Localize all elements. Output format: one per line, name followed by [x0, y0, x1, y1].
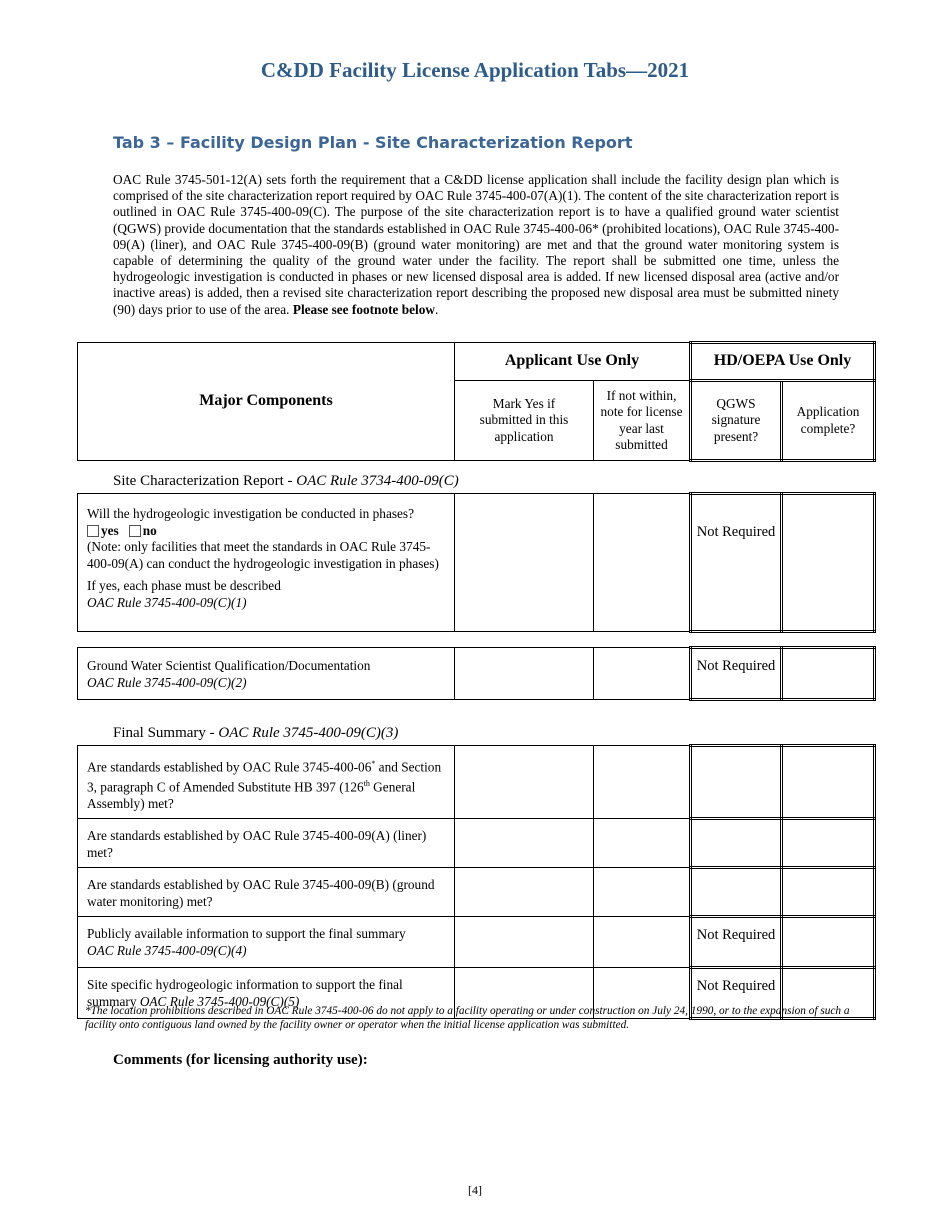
- public-info-cell: [78, 917, 455, 968]
- section2-heading-text: Final Summary -: [113, 725, 219, 741]
- phases-note: (Note: only facilities that meet the standards in OAC Rule 3745-400-09(A) can conduct the hydrogeologic investigation in phases): [87, 539, 439, 571]
- if-not-within-cell[interactable]: [594, 819, 691, 868]
- hd-oepa-use-only-header: HD/OEPA Use Only: [691, 343, 875, 381]
- no-label: no: [142, 522, 157, 538]
- if-not-within-cell[interactable]: [594, 746, 691, 819]
- footnote: *The location prohibitions described in OAC Rule 3745-400-06 do not apply to a facility operating or under construction on July 24, 1990, or to the expansion of such a facility onto contiguous land owned by the facility owner or operator when the initial license application was submitted.: [85, 1005, 850, 1031]
- standards-06-cell: [78, 746, 455, 819]
- header-table: [77, 341, 876, 462]
- qgws-not-required-text: Not Required: [696, 658, 776, 674]
- section1-row1-table: [77, 492, 876, 633]
- qgws-not-required: [691, 917, 782, 968]
- standards-06-text-a: Are standards established by OAC Rule 3745-400-06: [87, 759, 372, 775]
- qualification-text: Ground Water Scientist Qualification/Documentation: [87, 658, 371, 673]
- applicant-use-only-header: Applicant Use Only: [455, 343, 691, 381]
- app-complete-cell[interactable]: [782, 494, 875, 632]
- standards-06-sup1: *: [371, 759, 376, 768]
- mark-yes-cell[interactable]: [455, 648, 594, 700]
- mark-yes-cell[interactable]: [455, 917, 594, 968]
- site-specific-rule: OAC Rule 3745-400-09(C)(5): [139, 993, 300, 1009]
- comments-label: Comments (for licensing authority use):: [113, 1052, 368, 1068]
- col-qgws-header: QGWS signature present?: [691, 381, 782, 461]
- section2-heading: [113, 725, 398, 742]
- qgws-cell[interactable]: [691, 868, 782, 917]
- intro-footnote-ref: Please see footnote below: [292, 301, 435, 317]
- page-number: [4]: [468, 1183, 482, 1197]
- phases-question: Will the hydrogeologic investigation be conducted in phases?: [87, 506, 415, 521]
- final-summary-table: [77, 744, 876, 1020]
- section1-heading: [113, 473, 459, 490]
- if-not-within-cell[interactable]: [594, 494, 691, 632]
- no-checkbox[interactable]: [129, 525, 141, 537]
- section-heading: Tab 3 – Facility Design Plan - Site Characterization Report: [113, 133, 633, 152]
- app-complete-cell[interactable]: [782, 819, 875, 868]
- mark-yes-cell[interactable]: [455, 746, 594, 819]
- standards-06-sup2: th: [363, 778, 370, 788]
- mark-yes-cell[interactable]: [455, 819, 594, 868]
- section1-row2-table: [77, 646, 876, 701]
- yes-label: yes: [101, 522, 119, 538]
- table-row: [78, 746, 875, 819]
- app-complete-cell[interactable]: [782, 868, 875, 917]
- app-complete-cell[interactable]: [782, 648, 875, 700]
- public-info-rule: OAC Rule 3745-400-09(C)(4): [87, 942, 247, 958]
- qgws-cell[interactable]: [691, 819, 782, 868]
- intro-end: .: [435, 301, 439, 317]
- table-row: [78, 868, 875, 917]
- intro-paragraph: [113, 172, 839, 318]
- major-components-header: Major Components: [78, 343, 455, 461]
- qgws-cell[interactable]: [691, 746, 782, 819]
- liner-standards-text: Are standards established by OAC Rule 3745-400-09(A) (liner) met?: [87, 828, 427, 860]
- table-row: [78, 819, 875, 868]
- if-not-within-cell[interactable]: [594, 648, 691, 700]
- table-row: [78, 917, 875, 968]
- public-info-text: Publicly available information to support the final summary: [87, 926, 406, 942]
- standards-06-text-b: and Section 3, paragraph C of Amended Substitute HB 397 (126: [87, 759, 442, 795]
- app-complete-cell[interactable]: [782, 746, 875, 819]
- monitoring-standards-text: Are standards established by OAC Rule 3745-400-09(B) (ground water monitoring) met?: [87, 877, 435, 909]
- intro-text: OAC Rule 3745-501-12(A) sets forth the requirement that a C&DD license application shall include the facility design plan which is comprised of the site characterization report required by OAC Rule 3745-400-07(A)(1). The content of the site characterization report is outlined in OAC Rule 3745-400-09(C). The purpose of the site characterization report is to have a qualified ground water scientist (QGWS) provide documentation that the standards established in OAC Rule 3745-400-06* (prohibited locations), OAC Rule 3745-400-09(A) (liner), and OAC Rule 3745-400-09(B) (ground water monitoring) are met and that the ground water monitoring system is capable of determining the quality of the ground water under the facility. The report shall be submitted one time, unless the hydrogeologic investigation is conducted in phases or new licensed disposal area is added. If new licensed disposal area (active and/or inactive areas) is added, then a revised site characterization report describing the proposed new disposal area must be submitted ninety (90) days prior to use of the area.: [113, 172, 839, 317]
- monitoring-standards-cell: [78, 868, 455, 917]
- if-not-within-cell[interactable]: [594, 868, 691, 917]
- qualification-rule: OAC Rule 3745-400-09(C)(2): [87, 674, 247, 690]
- phases-question-cell: [78, 494, 455, 632]
- qgws-not-required-text: Not Required: [696, 524, 776, 540]
- document-title: C&DD Facility License Application Tabs—2021: [260, 58, 690, 82]
- if-not-within-cell[interactable]: [594, 917, 691, 968]
- section1-heading-text: Site Characterization Report -: [113, 473, 297, 489]
- col-if-not-within-header: If not within, note for license year last submitted: [594, 381, 691, 461]
- liner-standards-cell: [78, 819, 455, 868]
- phases-description: If yes, each phase must be described: [87, 578, 281, 593]
- standards-06-text-c: General Assembly) met?: [87, 779, 416, 811]
- col-app-complete-header: Application complete?: [782, 381, 875, 461]
- section1-heading-rule: OAC Rule 3734-400-09(C): [296, 473, 459, 489]
- phases-rule: OAC Rule 3745-400-09(C)(1): [87, 594, 247, 610]
- qgws-not-required: [691, 494, 782, 632]
- site-specific-text: Site specific hydrogeologic information to support the final summary: [87, 977, 403, 1009]
- col-mark-yes-header: Mark Yes if submitted in this application: [455, 381, 594, 461]
- mark-yes-cell[interactable]: [455, 868, 594, 917]
- qgws-not-required: [691, 648, 782, 700]
- qualification-cell: [78, 648, 455, 700]
- app-complete-cell[interactable]: [782, 917, 875, 968]
- qgws-not-required-text: Not Required: [696, 927, 776, 944]
- qgws-not-required-text: Not Required: [696, 978, 776, 995]
- yes-checkbox[interactable]: [87, 525, 99, 537]
- mark-yes-cell[interactable]: [455, 494, 594, 632]
- section2-heading-rule: OAC Rule 3745-400-09(C)(3): [218, 725, 399, 741]
